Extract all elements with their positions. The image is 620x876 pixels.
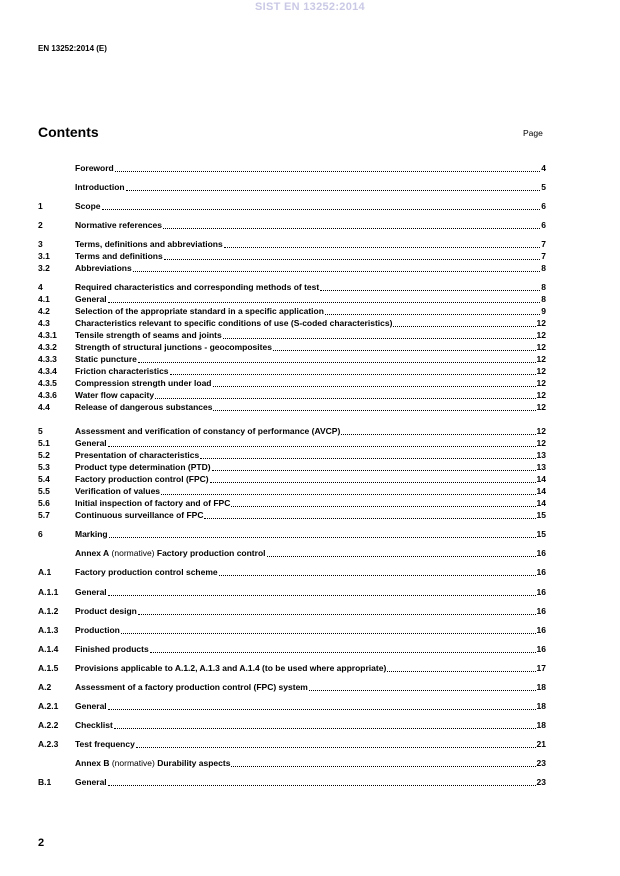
toc-entry-title <box>75 251 163 262</box>
toc-entry-page: 7 <box>541 239 546 249</box>
toc-entry-title-text: Terms and definitions <box>75 251 163 261</box>
toc-entry-number: A.1.1 <box>38 587 59 597</box>
toc-entry-page: 12 <box>536 354 546 364</box>
toc-entry-title-text: Water flow capacity <box>75 390 155 400</box>
toc-entry-title <box>75 462 211 473</box>
toc-entry-title <box>75 587 107 598</box>
toc-entry-title-text: Continuous surveillance of FPC <box>75 510 204 520</box>
toc-entry-title-text: Product type determination (PTD) <box>75 462 211 472</box>
toc-entry-page: 12 <box>536 402 546 412</box>
toc-entry-page: 16 <box>536 587 546 597</box>
toc-entry-title-text: Terms, definitions and abbreviations <box>75 239 223 249</box>
toc-entry-page: 18 <box>536 701 546 711</box>
toc-entry-page: 23 <box>536 777 546 787</box>
toc-entry-title-text: Checklist <box>75 720 113 730</box>
toc-dot-leader <box>231 766 535 767</box>
toc-dot-leader <box>161 494 536 495</box>
toc-entry-number: A.1.4 <box>38 644 59 654</box>
toc-entry-title-text: Annex B <box>75 758 110 768</box>
toc-entry-title <box>75 529 108 540</box>
toc-dot-leader <box>309 690 536 691</box>
toc-entry-title <box>75 567 218 578</box>
toc-entry-title <box>75 402 212 413</box>
toc-entry[interactable] <box>38 330 546 341</box>
toc-entry-page: 12 <box>536 330 546 340</box>
toc-entry-title <box>75 263 132 274</box>
toc-entry-title <box>75 318 392 329</box>
toc-entry-title <box>75 201 101 212</box>
toc-entry-number: A.2.2 <box>38 720 59 730</box>
toc-dot-leader <box>108 446 536 447</box>
toc-entry-title <box>75 739 135 750</box>
toc-entry-title <box>75 450 199 461</box>
toc-entry[interactable] <box>38 529 546 540</box>
toc-entry[interactable] <box>38 663 546 674</box>
toc-entry-title-text: Marking <box>75 529 108 539</box>
toc-entry[interactable] <box>38 402 546 413</box>
toc-entry-title-text: Tensile strength of seams and joints <box>75 330 222 340</box>
toc-dot-leader <box>204 518 535 519</box>
toc-entry-page: 15 <box>536 529 546 539</box>
toc-entry[interactable] <box>38 486 546 497</box>
toc-entry-number: 5.7 <box>38 510 50 520</box>
toc-entry-title <box>75 720 113 731</box>
toc-entry-page: 8 <box>541 294 546 304</box>
toc-entry-title <box>75 758 230 769</box>
toc-entry-title-text: Friction characteristics <box>75 366 169 376</box>
toc-entry-page: 12 <box>536 426 546 436</box>
toc-entry-number: B.1 <box>38 777 52 787</box>
toc-entry-number: 5 <box>38 426 43 436</box>
toc-entry[interactable] <box>38 777 546 788</box>
toc-entry-annex-type: (normative) <box>109 758 158 768</box>
toc-dot-leader <box>133 271 541 272</box>
toc-entry-page: 16 <box>536 548 546 558</box>
toc-entry-number: A.1 <box>38 567 52 577</box>
toc-entry-page: 16 <box>536 606 546 616</box>
toc-dot-leader <box>108 302 541 303</box>
toc-dot-leader <box>320 290 540 291</box>
toc-entry-title-text: Strength of structural junctions - geocomposites <box>75 342 272 352</box>
toc-entry-number: 4.4 <box>38 402 50 412</box>
toc-entry-title-text: Finished products <box>75 644 149 654</box>
toc-dot-leader <box>150 652 536 653</box>
toc-entry-page: 13 <box>536 450 546 460</box>
toc-entry-number: 3.1 <box>38 251 50 261</box>
toc-entry-title <box>75 182 125 193</box>
toc-entry-title <box>75 510 203 521</box>
toc-dot-leader <box>109 537 536 538</box>
toc-entry-number: 5.3 <box>38 462 50 472</box>
toc-entry-page: 8 <box>541 282 546 292</box>
toc-dot-leader <box>121 633 536 634</box>
toc-entry[interactable] <box>38 294 546 305</box>
toc-entry[interactable] <box>38 251 546 262</box>
toc-entry[interactable] <box>38 450 546 461</box>
toc-entry[interactable] <box>38 263 546 274</box>
document-id: EN 13252:2014 (E) <box>38 44 107 53</box>
toc-dot-leader <box>108 595 536 596</box>
footer-page-number: 2 <box>38 837 45 849</box>
toc-dot-leader <box>163 228 540 229</box>
toc-entry-page: 12 <box>536 342 546 352</box>
toc-entry[interactable] <box>38 739 546 750</box>
toc-entry-page: 18 <box>536 682 546 692</box>
toc-entry-title-text: Factory production control (FPC) <box>75 474 209 484</box>
toc-dot-leader <box>213 386 536 387</box>
toc-entry-title <box>75 239 223 250</box>
toc-entry[interactable] <box>38 318 546 329</box>
toc-entry-title-text: Scope <box>75 201 101 211</box>
toc-entry-number: 1 <box>38 201 43 211</box>
toc-entry-number: 4.3.2 <box>38 342 57 352</box>
toc-entry-title-text: Assessment and verification of constancy of performance (AVCP) <box>75 426 341 436</box>
toc-entry-title-text: General <box>75 294 107 304</box>
toc-entry-page: 7 <box>541 251 546 261</box>
toc-dot-leader <box>210 482 536 483</box>
toc-entry-title-text: Required characteristics and corresponding methods of test <box>75 282 320 292</box>
toc-entry-title-text: Test frequency <box>75 739 135 749</box>
watermark: SIST EN 13252:2014 <box>255 1 365 13</box>
toc-entry[interactable] <box>38 306 546 317</box>
toc-entry-number: A.2.1 <box>38 701 59 711</box>
toc-entry-title-text: Normative references <box>75 220 162 230</box>
toc-entry-page: 23 <box>536 758 546 768</box>
toc-entry-title-text: General <box>75 777 107 787</box>
toc-entry-title-text: General <box>75 438 107 448</box>
toc-entry-annex-title: Durability aspects <box>157 758 231 768</box>
toc-entry-title <box>75 663 386 674</box>
toc-entry-number: 5.2 <box>38 450 50 460</box>
toc-dot-leader <box>213 410 535 411</box>
toc-entry-title <box>75 306 324 317</box>
toc-entry-number: 4.3.4 <box>38 366 57 376</box>
toc-entry-page: 12 <box>536 318 546 328</box>
toc-entry-title-text: Release of dangerous substances <box>75 402 213 412</box>
toc-entry-title-text: Provisions applicable to A.1.2, A.1.3 and A.1.4 (to be used where appropriate) <box>75 663 387 673</box>
toc-entry-title <box>75 474 209 485</box>
toc-entry-page: 6 <box>541 201 546 211</box>
toc-entry[interactable] <box>38 548 546 559</box>
toc-entry-page: 6 <box>541 220 546 230</box>
toc-entry-title-text: Product design <box>75 606 137 616</box>
toc-entry-page: 12 <box>536 366 546 376</box>
toc-entry-number: 5.4 <box>38 474 50 484</box>
toc-entry[interactable] <box>38 567 546 578</box>
toc-entry[interactable] <box>38 474 546 485</box>
toc-entry-title <box>75 438 107 449</box>
toc-entry-page: 14 <box>536 498 546 508</box>
toc-entry[interactable] <box>38 282 546 293</box>
toc-entry-annex-title: Factory production control <box>156 548 266 558</box>
toc-entry[interactable] <box>38 378 546 389</box>
toc-dot-leader <box>325 314 540 315</box>
toc-entry-page: 16 <box>536 625 546 635</box>
toc-entry-title-text: Assessment of a factory production control (FPC) system <box>75 682 308 692</box>
toc-entry-page: 9 <box>541 306 546 316</box>
toc-dot-leader <box>136 747 536 748</box>
toc-entry-number: 5.5 <box>38 486 50 496</box>
toc-entry-title <box>75 682 308 693</box>
toc-entry-number: A.1.5 <box>38 663 59 673</box>
toc-entry-title <box>75 342 272 353</box>
toc-entry-page: 14 <box>536 486 546 496</box>
toc-entry-number: 3.2 <box>38 263 50 273</box>
toc-entry-title <box>75 163 114 174</box>
toc-entry[interactable] <box>38 606 546 617</box>
toc-entry[interactable] <box>38 625 546 636</box>
toc-entry[interactable] <box>38 182 546 193</box>
toc-entry-title <box>75 378 212 389</box>
toc-dot-leader <box>267 556 536 557</box>
toc-entry-title-text: Verification of values <box>75 486 161 496</box>
toc-dot-leader <box>108 709 536 710</box>
toc-entry-title <box>75 426 340 437</box>
toc-entry[interactable] <box>38 587 546 598</box>
toc-entry[interactable] <box>38 220 546 231</box>
toc-entry-page: 15 <box>536 510 546 520</box>
toc-entry-page: 12 <box>536 390 546 400</box>
toc-entry[interactable] <box>38 390 546 401</box>
toc-entry-page: 13 <box>536 462 546 472</box>
toc-entry[interactable] <box>38 342 546 353</box>
toc-dot-leader <box>219 575 536 576</box>
toc-entry-title <box>75 548 266 559</box>
toc-entry-title <box>75 777 107 788</box>
toc-entry[interactable] <box>38 366 546 377</box>
toc-entry-number: 5.1 <box>38 438 50 448</box>
toc-entry-page: 16 <box>536 644 546 654</box>
toc-entry[interactable] <box>38 701 546 712</box>
toc-entry-title <box>75 294 107 305</box>
toc-dot-leader <box>170 374 536 375</box>
toc-entry-title-text: Initial inspection of factory and of FPC <box>75 498 231 508</box>
toc-entry-title-text: Production <box>75 625 120 635</box>
toc-dot-leader <box>164 259 541 260</box>
toc-entry[interactable] <box>38 644 546 655</box>
toc-entry-title <box>75 354 137 365</box>
toc-entry-title-text: Characteristics relevant to specific conditions of use (S-coded characteristics) <box>75 318 393 328</box>
toc-entry-page: 4 <box>541 163 546 173</box>
toc-entry-number: 5.6 <box>38 498 50 508</box>
toc-entry-title <box>75 282 319 293</box>
toc-entry-title-text: Abbreviations <box>75 263 132 273</box>
toc-entry-title-text: General <box>75 701 107 711</box>
toc-entry-page: 5 <box>541 182 546 192</box>
toc-entry-title <box>75 606 137 617</box>
toc-entry[interactable] <box>38 498 546 509</box>
toc-entry-annex-type: (normative) <box>109 548 157 558</box>
toc-entry-title <box>75 701 107 712</box>
toc-entry-title-text: General <box>75 587 107 597</box>
toc-entry-page: 18 <box>536 720 546 730</box>
toc-entry-title-text: Static puncture <box>75 354 137 364</box>
toc-dot-leader <box>223 338 536 339</box>
toc-entry[interactable] <box>38 682 546 693</box>
toc-dot-leader <box>212 470 536 471</box>
toc-entry-number: A.1.2 <box>38 606 59 616</box>
toc-dot-leader <box>115 171 541 172</box>
toc-entry-number: 4 <box>38 282 43 292</box>
toc-entry-title <box>75 330 222 341</box>
toc-dot-leader <box>138 614 536 615</box>
toc-entry-title <box>75 486 160 497</box>
toc-entry-page: 8 <box>541 263 546 273</box>
toc-entry-number: 4.3 <box>38 318 50 328</box>
toc-entry-number: A.2 <box>38 682 52 692</box>
toc-dot-leader <box>138 362 536 363</box>
toc-entry-title <box>75 220 162 231</box>
toc-entry[interactable] <box>38 201 546 212</box>
toc-dot-leader <box>273 350 536 351</box>
toc-entry-number: 3 <box>38 239 43 249</box>
toc-entry-page: 17 <box>536 663 546 673</box>
toc-entry-title <box>75 644 149 655</box>
toc-entry-number: 6 <box>38 529 43 539</box>
toc-entry-title <box>75 498 230 509</box>
toc-dot-leader <box>155 398 535 399</box>
toc-entry-number: A.1.3 <box>38 625 59 635</box>
toc-entry-number: 2 <box>38 220 43 230</box>
toc-dot-leader <box>231 506 535 507</box>
toc-entry-title-text: Presentation of characteristics <box>75 450 200 460</box>
toc-entry[interactable] <box>38 354 546 365</box>
toc-entry-title-text: Introduction <box>75 182 125 192</box>
toc-entry-page: 16 <box>536 567 546 577</box>
toc-entry-number: 4.2 <box>38 306 50 316</box>
toc-entry[interactable] <box>38 239 546 250</box>
toc-entry-title-text: Annex A <box>75 548 110 558</box>
contents-heading: Contents <box>38 124 99 140</box>
toc-entry[interactable] <box>38 426 546 437</box>
toc-dot-leader <box>341 434 535 435</box>
toc-entry-title-text: Compression strength under load <box>75 378 212 388</box>
toc-dot-leader <box>108 785 536 786</box>
toc-entry-number: 4.3.1 <box>38 330 57 340</box>
toc-dot-leader <box>387 671 535 672</box>
toc-dot-leader <box>102 209 541 210</box>
toc-entry-title-text: Factory production control scheme <box>75 567 218 577</box>
toc-entry[interactable] <box>38 510 546 521</box>
toc-dot-leader <box>224 247 541 248</box>
toc-entry-title <box>75 390 154 401</box>
toc-entry-title <box>75 366 169 377</box>
toc-entry[interactable] <box>38 462 546 473</box>
toc-dot-leader <box>126 190 541 191</box>
toc-entry-number: 4.3.6 <box>38 390 57 400</box>
toc-dot-leader <box>200 458 535 459</box>
toc-entry-page: 12 <box>536 438 546 448</box>
toc-entry-title <box>75 625 120 636</box>
toc-entry-page: 12 <box>536 378 546 388</box>
toc-entry-number: 4.1 <box>38 294 50 304</box>
toc-entry-page: 14 <box>536 474 546 484</box>
toc-entry-page: 21 <box>536 739 546 749</box>
toc-entry[interactable] <box>38 438 546 449</box>
toc-entry-title-text: Selection of the appropriate standard in a specific application <box>75 306 324 316</box>
toc-entry[interactable] <box>38 758 546 769</box>
toc-entry[interactable] <box>38 720 546 731</box>
toc-entry-number: A.2.3 <box>38 739 59 749</box>
toc-entry-title-text: Foreword <box>75 163 114 173</box>
toc-dot-leader <box>393 326 535 327</box>
toc-entry-number: 4.3.3 <box>38 354 57 364</box>
toc-dot-leader <box>114 728 536 729</box>
toc-entry-number: 4.3.5 <box>38 378 57 388</box>
page-column-label: Page <box>523 128 543 138</box>
toc-entry[interactable] <box>38 163 546 174</box>
